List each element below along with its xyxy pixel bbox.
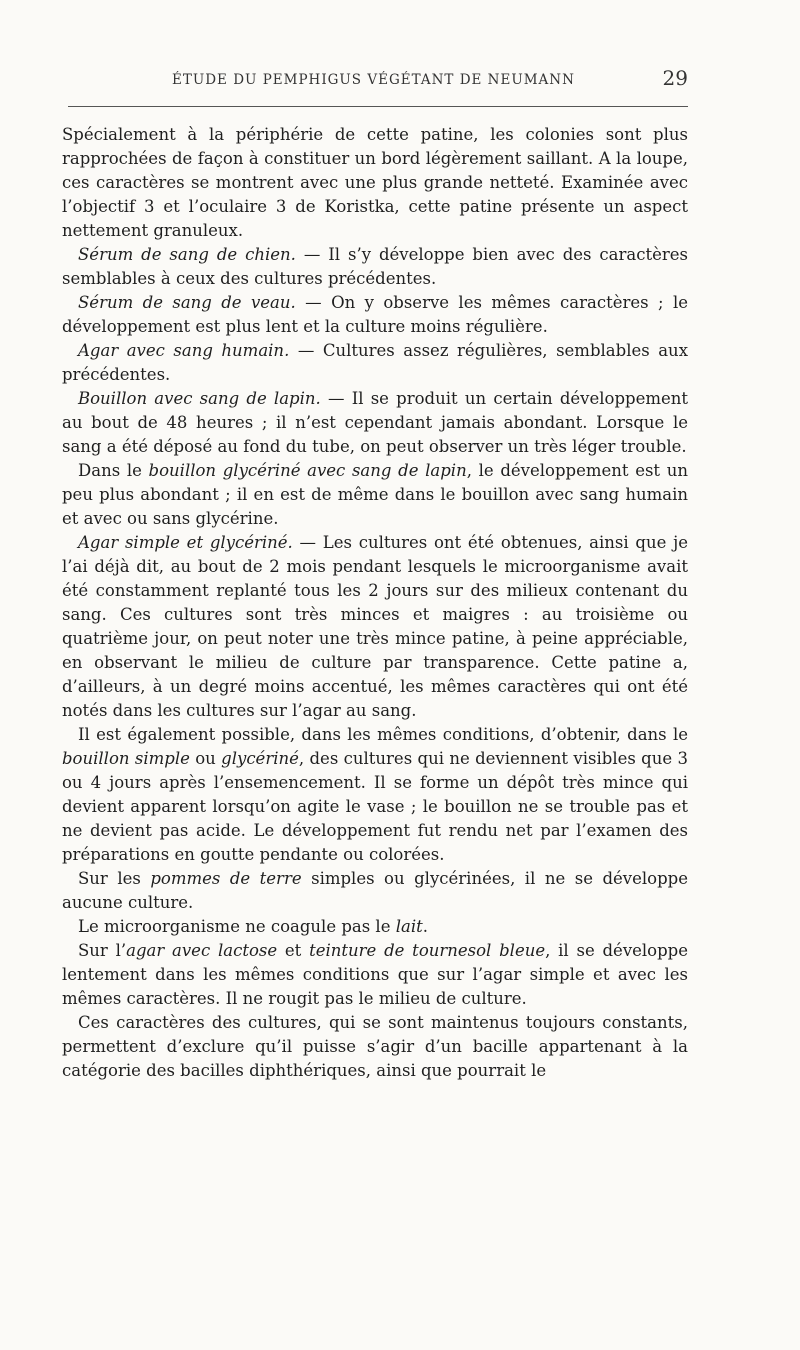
paragraph — [62, 339, 688, 387]
text-run: — Il se produit un certain développement au bout de 48 heures ; il n’est cependant jamais abondant. Lorsque le sang a été déposé au fond du tube, on peut observer un très léger trouble. — [62, 389, 688, 456]
paragraph — [62, 243, 688, 291]
text-run: Sur les — [78, 869, 151, 888]
paragraph — [62, 459, 688, 531]
header-rule — [68, 106, 688, 107]
italic-text: Bouillon avec sang de lapin. — [78, 389, 321, 408]
paragraph — [62, 867, 688, 915]
paragraph — [62, 531, 688, 723]
text-run: , il se développe lentement dans les mêmes conditions que sur l’agar simple et avec les mêmes caractères. Il ne rougit pas le milieu de culture. — [62, 941, 689, 1008]
paragraph — [62, 723, 688, 867]
italic-text: Agar avec sang humain. — [78, 341, 290, 360]
page-number: 29 — [662, 66, 688, 90]
text-run: simples ou glycérinées, il ne se développe aucune culture. — [62, 869, 688, 912]
italic-text: bouillon glycériné avec sang de lapin — [148, 461, 467, 480]
paragraph — [62, 939, 688, 1011]
text-run: ou — [189, 749, 222, 768]
text-run: Ces caractères des cultures, qui se sont maintenus toujours constants, permettent d’exclure qu’il puisse s’agir d’un bacille appartenant à la catégorie des bacilles diphthériques, ainsi que pourrait le — [62, 1013, 688, 1080]
text-run: . — [422, 917, 429, 936]
italic-text: agar avec lactose — [126, 941, 278, 960]
italic-text: Agar simple et glycériné. — [78, 533, 293, 552]
paragraph — [62, 387, 688, 459]
text-run: Dans le — [78, 461, 149, 480]
running-title: ÉTUDE DU PEMPHIGUS VÉGÉTANT DE NEUMANN — [172, 72, 575, 88]
italic-text: bouillon simple — [62, 749, 190, 768]
body-text — [62, 123, 688, 1083]
text-run: — On y observe les mêmes caractères ; le développement est plus lent et la culture moins régulière. — [62, 293, 688, 336]
italic-text: glycériné — [221, 749, 299, 768]
text-run: Le microorganisme ne coagule pas le — [78, 917, 396, 936]
text-run: — Les cultures ont été obtenues, ainsi que je l’ai déjà dit, au bout de 2 mois pendant lesquels le microorganisme avait été constamment replanté tous les 2 jours sur des milieux contenant du sang. Ces cultures sont très minces et maigres : au troisième ou quatrième jour, on peut noter une très mince patine, à peine appréciable, en observant le milieu de culture par transparence. Cette patine a, d’ailleurs, à un degré moins accentué, les mêmes caractères qui ont été notés dans les cultures sur l’agar au sang. — [62, 533, 688, 720]
italic-text: Sérum de sang de chien. — [78, 245, 296, 264]
italic-text: lait — [395, 917, 423, 936]
paragraph — [62, 1011, 688, 1083]
text-run: Sur l’ — [78, 941, 127, 960]
paragraph — [62, 915, 688, 939]
italic-text: Sérum de sang de veau. — [78, 293, 296, 312]
text-run: Spécialement à la périphérie de cette patine, les colonies sont plus rapprochées de façon à constituer un bord légèrement saillant. A la loupe, ces caractères se montrent avec une plus grande netteté. Examinée avec l’objectif 3 et l’oculaire 3 de Koristka, cette patine présente un aspect nettement granuleux. — [62, 125, 688, 240]
italic-text: teinture de tournesol bleue — [309, 941, 546, 960]
text-run: — Cultures assez régulières, semblables aux précédentes. — [62, 341, 688, 384]
italic-text: pommes de terre — [150, 869, 302, 888]
running-header — [62, 66, 688, 106]
text-run: , des cultures qui ne deviennent visibles que 3 ou 4 jours après l’ensemencement. Il se forme un dépôt très mince qui devient apparent lorsqu’on agite le vase ; le bouillon ne se trouble pas et ne devient pas acide. Le développement fut rendu net par l’examen des préparations en goutte pendante ou colorées. — [62, 749, 688, 864]
paragraph — [62, 123, 688, 243]
paragraph — [62, 291, 688, 339]
text-run: et — [277, 941, 310, 960]
text-run: — Il s’y développe bien avec des caractères semblables à ceux des cultures précédentes. — [62, 245, 688, 288]
text-run: , le développement est un peu plus abondant ; il en est de même dans le bouillon avec sang humain et avec ou sans glycérine. — [62, 461, 688, 528]
text-run: Il est également possible, dans les mêmes conditions, d’obtenir, dans le — [78, 725, 688, 744]
